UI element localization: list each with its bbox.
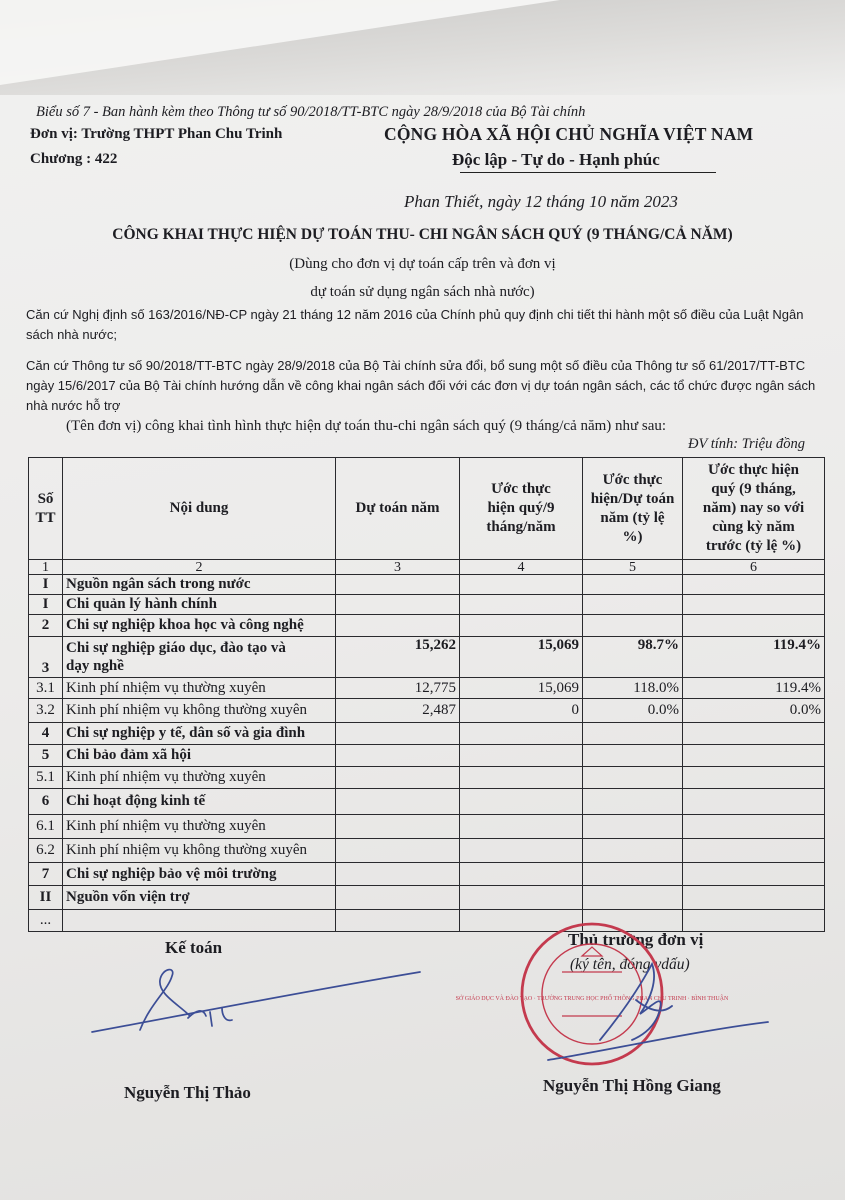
row-content: Chi sự nghiệp khoa học và công nghệ bbox=[63, 615, 336, 637]
row-content: Kinh phí nhiệm vụ thường xuyên bbox=[63, 678, 336, 699]
row-content-line: dạy nghề bbox=[66, 658, 124, 674]
row-estimate: 15,069 bbox=[460, 678, 583, 699]
document-subtitle-line2: dự toán sử dụng ngân sách nhà nước) bbox=[310, 284, 535, 300]
row-stt: I bbox=[29, 575, 63, 595]
row-content: Kinh phí nhiệm vụ thường xuyên bbox=[63, 815, 336, 839]
legal-basis: Biểu số 7 - Ban hành kèm theo Thông tư số 90/2018/TT-BTC ngày 28/9/2018 của Bộ Tài chính bbox=[36, 104, 586, 120]
row-stt: 3.2 bbox=[29, 699, 63, 723]
header-content: Nội dung bbox=[63, 458, 336, 560]
director-signature bbox=[548, 964, 768, 1060]
row-stt: 6 bbox=[29, 789, 63, 815]
row-content: Kinh phí nhiệm vụ thường xuyên bbox=[63, 767, 336, 789]
row-content-line: Chi sự nghiệp giáo dục, đào tạo và bbox=[66, 640, 286, 656]
row-stt: 3 bbox=[29, 637, 63, 678]
index-cell: 6 bbox=[683, 560, 825, 575]
row-stt: 2 bbox=[29, 615, 63, 637]
row-content: Chi sự nghiệp y tế, dân số và gia đình bbox=[63, 723, 336, 745]
index-cell: 3 bbox=[336, 560, 460, 575]
header-line: hiện quý/9 bbox=[487, 500, 555, 516]
index-cell: 1 bbox=[29, 560, 63, 575]
row-stt: 6.1 bbox=[29, 815, 63, 839]
header-line: TT bbox=[35, 509, 56, 526]
row-content: Nguồn ngân sách trong nước bbox=[63, 575, 336, 595]
index-cell: 4 bbox=[460, 560, 583, 575]
header-line: tháng/năm bbox=[486, 519, 556, 535]
index-cell: 5 bbox=[583, 560, 683, 575]
header-line: %) bbox=[622, 528, 643, 545]
row-content: Chi quản lý hành chính bbox=[63, 595, 336, 615]
accountant-name: Nguyễn Thị Thảo bbox=[124, 1083, 251, 1102]
row-stt: 4 bbox=[29, 723, 63, 745]
header-line: hiện/Dự toán bbox=[590, 490, 675, 507]
document-subtitle-line1: (Dùng cho đơn vị dự toán cấp trên và đơn vị bbox=[289, 256, 556, 272]
index-cell: 2 bbox=[63, 560, 336, 575]
legal-paragraph-2: Căn cứ Thông tư số 90/2018/TT-BTC ngày 28/9/2018 của Bộ Tài chính sửa đổi, bổ sung một số điều của Thông tư số 61/2017/TT-BTC ngày 15/6/2017 của Bộ Tài chính hướng dẫn về công khai ngân sách đối với các đơn vị dự toán ngân sách, các tổ chức được ngân sách nhà nước hỗ trợ bbox=[26, 358, 816, 413]
document-date: Phan Thiết, ngày 12 tháng 10 năm 2023 bbox=[404, 192, 678, 211]
row-stt: I bbox=[29, 595, 63, 615]
head-of-unit-title: Thủ trưởng đơn vị bbox=[568, 930, 704, 949]
currency-unit-note: ĐV tính: Triệu đồng bbox=[688, 436, 805, 452]
row-pct-prev: 119.4% bbox=[683, 637, 825, 678]
unit-name: Đơn vị: Trường THPT Phan Chu Trinh bbox=[30, 126, 283, 142]
row-pct-prev: 119.4% bbox=[683, 678, 825, 699]
row-stt: 5.1 bbox=[29, 767, 63, 789]
header-line: trước (tỷ lệ %) bbox=[705, 538, 802, 554]
row-content: Chi bảo đảm xã hội bbox=[63, 745, 336, 767]
stamp-text: SỞ GIÁO DỤC VÀ ĐÀO TẠO · TRƯỜNG TRUNG HỌC PHỔ THÔNG PHAN CHU TRINH · BÌNH THUẬN bbox=[455, 996, 729, 1002]
row-pct-budget: 0.0% bbox=[583, 699, 683, 723]
row-stt: ... bbox=[29, 910, 63, 932]
row-budget: 15,262 bbox=[336, 637, 460, 678]
header-line: Số bbox=[37, 490, 54, 507]
header-line: Ước thực bbox=[602, 471, 663, 488]
accountant-title: Kế toán bbox=[165, 938, 223, 957]
sign-and-stamp-note: (ký tên, đóng vdấu) bbox=[570, 956, 690, 973]
header-line: quý (9 tháng, bbox=[711, 481, 796, 497]
head-of-unit-name: Nguyễn Thị Hồng Giang bbox=[543, 1076, 721, 1095]
row-stt: 6.2 bbox=[29, 839, 63, 863]
legal-paragraph-1: Căn cứ Nghị định số 163/2016/NĐ-CP ngày 21 tháng 12 năm 2016 của Chính phủ quy định chi tiết thi hành một số điều của Luật Ngân sách nhà nước; bbox=[26, 307, 804, 342]
row-pct-prev: 0.0% bbox=[683, 699, 825, 723]
row-stt: II bbox=[29, 886, 63, 910]
row-pct-budget: 118.0% bbox=[583, 678, 683, 699]
row-stt: 3.1 bbox=[29, 678, 63, 699]
row-content: Kinh phí nhiệm vụ không thường xuyên bbox=[63, 839, 336, 863]
nation-heading: CỘNG HÒA XÃ HỘI CHỦ NGHĨA VIỆT NAM bbox=[384, 124, 754, 144]
header-line: năm) nay so với bbox=[702, 500, 805, 516]
header-line: cùng kỳ năm bbox=[712, 519, 795, 535]
row-estimate: 0 bbox=[460, 699, 583, 723]
motto: Độc lập - Tự do - Hạnh phúc bbox=[452, 150, 660, 169]
row-budget: 12,775 bbox=[336, 678, 460, 699]
row-stt: 5 bbox=[29, 745, 63, 767]
row-content: Chi sự nghiệp bảo vệ môi trường bbox=[63, 863, 336, 886]
header-line: Ước thực bbox=[491, 481, 551, 497]
row-stt: 7 bbox=[29, 863, 63, 886]
header-annual-budget: Dự toán năm bbox=[336, 458, 460, 560]
intro-statement: (Tên đơn vị) công khai tình hình thực hiện dự toán thu-chi ngân sách quý (9 tháng/cả năm) như sau: bbox=[66, 418, 667, 434]
row-content: Nguồn vốn viện trợ bbox=[63, 886, 336, 910]
row-content: Chi hoạt động kinh tế bbox=[63, 789, 336, 815]
row-budget: 2,487 bbox=[336, 699, 460, 723]
row-pct-budget: 98.7% bbox=[583, 637, 683, 678]
accountant-signature bbox=[92, 970, 420, 1032]
document-title: CÔNG KHAI THỰC HIỆN DỰ TOÁN THU- CHI NGÂN SÁCH QUÝ (9 THÁNG/CẢ NĂM) bbox=[112, 226, 733, 243]
chapter-code: Chương : 422 bbox=[30, 151, 118, 167]
row-estimate: 15,069 bbox=[460, 637, 583, 678]
header-line: năm (tỷ lệ bbox=[600, 509, 665, 526]
row-content: Kinh phí nhiệm vụ không thường xuyên bbox=[63, 699, 336, 723]
header-line: Ước thực hiện bbox=[708, 462, 799, 478]
